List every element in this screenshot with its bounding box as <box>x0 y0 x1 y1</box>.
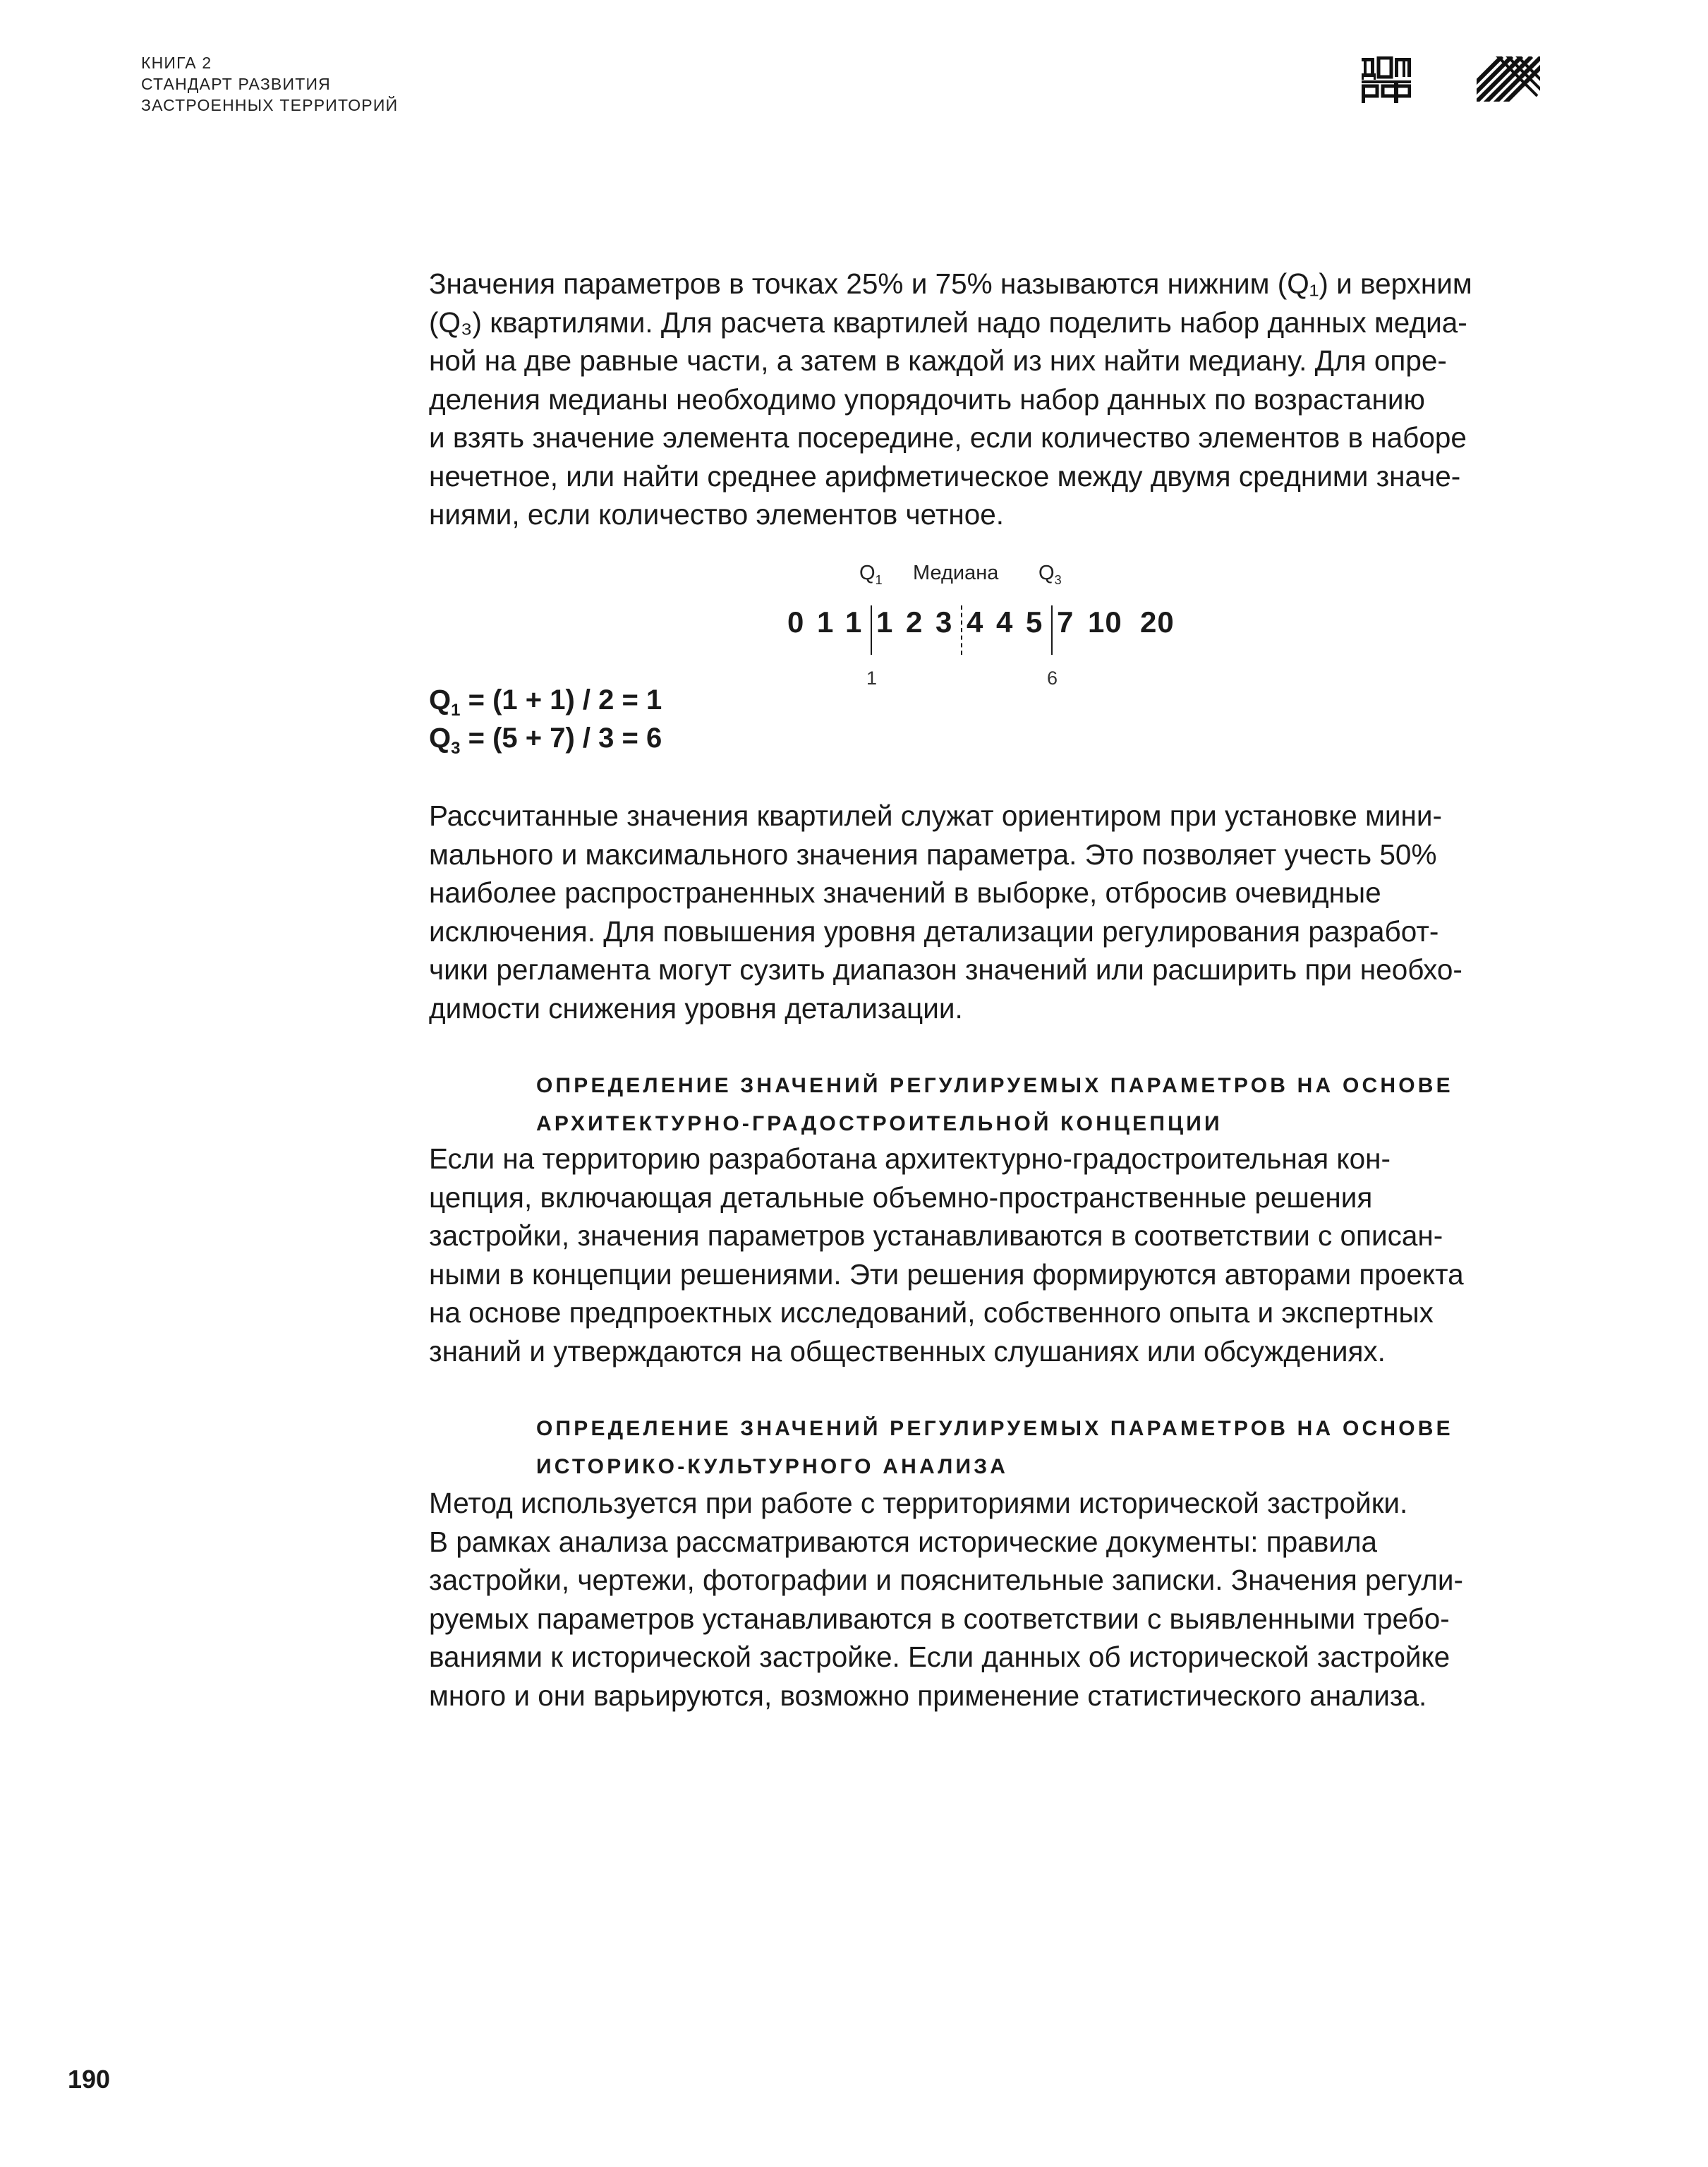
header-line: СТАНДАРТ РАЗВИТИЯ <box>141 75 331 93</box>
data-value: 10 <box>1088 605 1122 639</box>
text-line: В рамках анализа рассматриваются исторические документы: правила <box>429 1525 1378 1558</box>
text-line: цепция, включающая детальные объемно-пространственные решения <box>429 1181 1373 1214</box>
dom-rf-logo-icon <box>1362 56 1411 103</box>
section-heading <box>536 1410 1453 1486</box>
text-line: знаний и утверждаются на общественных слушаниях или обсуждениях. <box>429 1334 1386 1368</box>
formula-q1: $Q_1 = (1 + 1) / 2 = 1$ <box>429 684 662 720</box>
section-heading <box>536 1067 1453 1143</box>
formula-q3: $Q_3 = (5 + 7) / 3 = 6$ <box>429 723 662 758</box>
section-paragraph <box>429 1140 1558 1370</box>
page-number: 190 <box>68 2065 111 2094</box>
heading-line: ОПРЕДЕЛЕНИЕ ЗНАЧЕНИЙ РЕГУЛИРУЕМЫХ ПАРАМЕТРОВ НА ОСНОВЕ <box>536 1074 1453 1097</box>
data-value: 5 <box>1026 605 1043 639</box>
q1-divider <box>871 605 872 655</box>
data-value: 3 <box>935 605 953 639</box>
data-value: 0 <box>787 605 805 639</box>
text-line: Метод используется при работе с территориями исторической застройки. <box>429 1487 1408 1519</box>
text-line: Рассчитанные значения квартилей служат ориентиром при установке мини- <box>429 799 1442 832</box>
text-line: Если на территорию разработана архитектурно-градостроительная кон- <box>429 1142 1391 1175</box>
text-line: руемых параметров устанавливаются в соответствии с выявленными требо- <box>429 1602 1450 1635</box>
text-line: застройки, чертежи, фотографии и пояснительные записки. Значения регули- <box>429 1564 1463 1596</box>
data-value: 7 <box>1057 605 1074 639</box>
q1-value: 1 <box>866 668 878 689</box>
text-line: Значения параметров в точках 25% и 75% называются нижним (Q₁) и верхним <box>429 267 1472 300</box>
text-line: ваниями к исторической застройке. Если данных об исторической застройке <box>429 1641 1450 1673</box>
heading-line: АРХИТЕКТУРНО-ГРАДОСТРОИТЕЛЬНОЙ КОНЦЕПЦИИ <box>536 1112 1223 1135</box>
q1-label: $Q_1$ <box>859 562 883 587</box>
text-line: нечетное, или найти среднее арифметическое между двумя средними значе- <box>429 459 1461 493</box>
text-line: ной на две равные части, а затем в каждой из них найти медиану. Для опре- <box>429 344 1447 377</box>
data-value: 4 <box>967 605 984 639</box>
header-line: ЗАСТРОЕННЫХ ТЕРРИТОРИЙ <box>141 96 399 114</box>
q3-divider <box>1051 605 1053 655</box>
text-line: исключения. Для повышения уровня детализации регулирования разработ- <box>429 915 1439 948</box>
text-line: много и они варьируются, возможно применение статистического анализа. <box>429 1679 1427 1712</box>
running-header <box>141 52 398 116</box>
data-value: 1 <box>845 605 863 639</box>
q3-value: 6 <box>1047 668 1058 689</box>
heading-line: ОПРЕДЕЛЕНИЕ ЗНАЧЕНИЙ РЕГУЛИРУЕМЫХ ПАРАМЕТРОВ НА ОСНОВЕ <box>536 1417 1453 1440</box>
text-line: застройки, значения параметров устанавливаются в соответствии с описан- <box>429 1219 1443 1252</box>
text-line: ными в концепции решениями. Эти решения формируются авторами проекта <box>429 1257 1464 1291</box>
text-line: (Q₃) квартилями. Для расчета квартилей надо поделить набор данных медиа- <box>429 306 1467 339</box>
section-paragraph <box>429 1484 1558 1715</box>
data-value: 2 <box>906 605 923 639</box>
quartile-usage-paragraph <box>429 797 1558 1027</box>
heading-line: ИСТОРИКО-КУЛЬТУРНОГО АНАЛИЗА <box>536 1455 1009 1478</box>
median-label: Медиана <box>913 562 999 584</box>
text-line: чики регламента могут сузить диапазон значений или расширить при необхо- <box>429 953 1462 986</box>
data-value: 1 <box>817 605 835 639</box>
text-line: ниями, если количество элементов четное. <box>429 498 1005 531</box>
data-value: 20 <box>1140 605 1175 639</box>
text-line: наиболее распространенных значений в выборке, отбросив очевидные <box>429 876 1381 909</box>
q3-label: $Q_3$ <box>1038 562 1062 587</box>
data-value: 1 <box>876 605 894 639</box>
text-line: димости снижения уровня детализации. <box>429 991 963 1025</box>
text-line: и взять значение элемента посередине, если количество элементов в наборе <box>429 421 1467 454</box>
header-line: КНИГА 2 <box>141 54 212 72</box>
data-value: 4 <box>996 605 1014 639</box>
median-divider <box>961 605 962 655</box>
text-line: на основе предпроектных исследований, собственного опыта и экспертных <box>429 1296 1434 1329</box>
text-line: мального и максимального значения параметра. Это позволяет учесть 50% <box>429 838 1437 871</box>
intro-paragraph <box>429 265 1558 534</box>
text-line: деления медианы необходимо упорядочить набор данных по возрастанию <box>429 382 1425 416</box>
pattern-logo-icon <box>1477 56 1540 102</box>
